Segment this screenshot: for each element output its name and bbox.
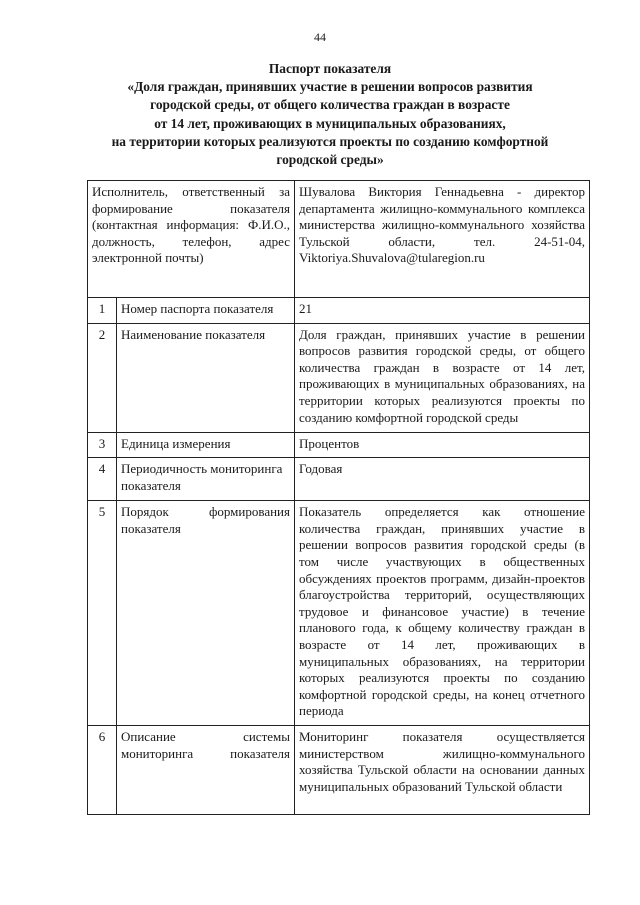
row-value: Показатель определяется как отношение количества граждан, принявших участие в решении вопросов развития городской среды (в том числе участвующих в общественных обсуждениях проектов программ, дизайн-проектов благоустройства территорий, осуществляющих трудовое и финансовое участие) в течение планового года, к общему количеству граждан в возрасте от 14 лет, проживающих в муниципальных образованиях, на территории которых реализуются проекты по созданию комфортной городской среды, на конец отчетного периода xyxy=(295,501,590,726)
title-line: от 14 лет, проживающих в муниципальных образованиях, xyxy=(154,115,506,131)
title-line: «Доля граждан, принявших участие в решении вопросов развития xyxy=(127,79,533,95)
row-value: 21 xyxy=(295,298,590,324)
row-number: 5 xyxy=(88,501,117,726)
row-label: Периодичность мониторинга показателя xyxy=(117,458,295,501)
row-label: Наименование показателя xyxy=(117,323,295,432)
row-label: Описание системы мониторинга показателя xyxy=(117,725,295,814)
row-number: 2 xyxy=(88,323,117,432)
page-number: 44 xyxy=(314,30,326,44)
executor-value-cell: Шувалова Виктория Геннадьевна - директор департамента жилищно-коммунального комплекса министерства жилищно-коммунального хозяйства Тульской области, тел. 24-51-04, Viktoriya.Shuvalova@tularegion.ru xyxy=(295,181,590,298)
row-value: Доля граждан, принявших участие в решении вопросов развития городской среды, от общего количества граждан в возрасте от 14 лет, проживающих в муниципальных образованиях, на территории которых реализуются проекты по созданию комфортной городской среды xyxy=(295,323,590,432)
table-row-executor xyxy=(88,181,590,298)
row-value: Процентов xyxy=(295,432,590,458)
table-row xyxy=(88,458,590,501)
executor-label-cell: Исполнитель, ответственный за формирование показателя (контактная информация: Ф.И.О., должность, телефон, адрес электронной почты) xyxy=(88,181,295,298)
title-line: городской среды, от общего количества граждан в возрасте xyxy=(150,97,510,113)
title-line: на территории которых реализуются проекты по созданию комфортной xyxy=(111,133,549,149)
title-line: Паспорт показателя xyxy=(268,61,392,76)
table-row xyxy=(88,501,590,726)
row-number: 6 xyxy=(88,725,117,814)
row-value: Мониторинг показателя осуществляется министерством жилищно-коммунального хозяйства Тульской области на основании данных муниципальных образований Тульской области xyxy=(295,725,590,814)
indicator-passport-table xyxy=(87,180,590,815)
row-number: 3 xyxy=(88,432,117,458)
row-number: 1 xyxy=(88,298,117,324)
table-row xyxy=(88,725,590,814)
row-label: Номер паспорта показателя xyxy=(117,298,295,324)
row-label: Единица измерения xyxy=(117,432,295,458)
document-title xyxy=(70,60,590,169)
row-number: 4 xyxy=(88,458,117,501)
table-row xyxy=(88,323,590,432)
row-value: Годовая xyxy=(295,458,590,501)
table-row xyxy=(88,298,590,324)
row-label: Порядок формирования показателя xyxy=(117,501,295,726)
table-row xyxy=(88,432,590,458)
title-line: городской среды» xyxy=(276,152,384,168)
